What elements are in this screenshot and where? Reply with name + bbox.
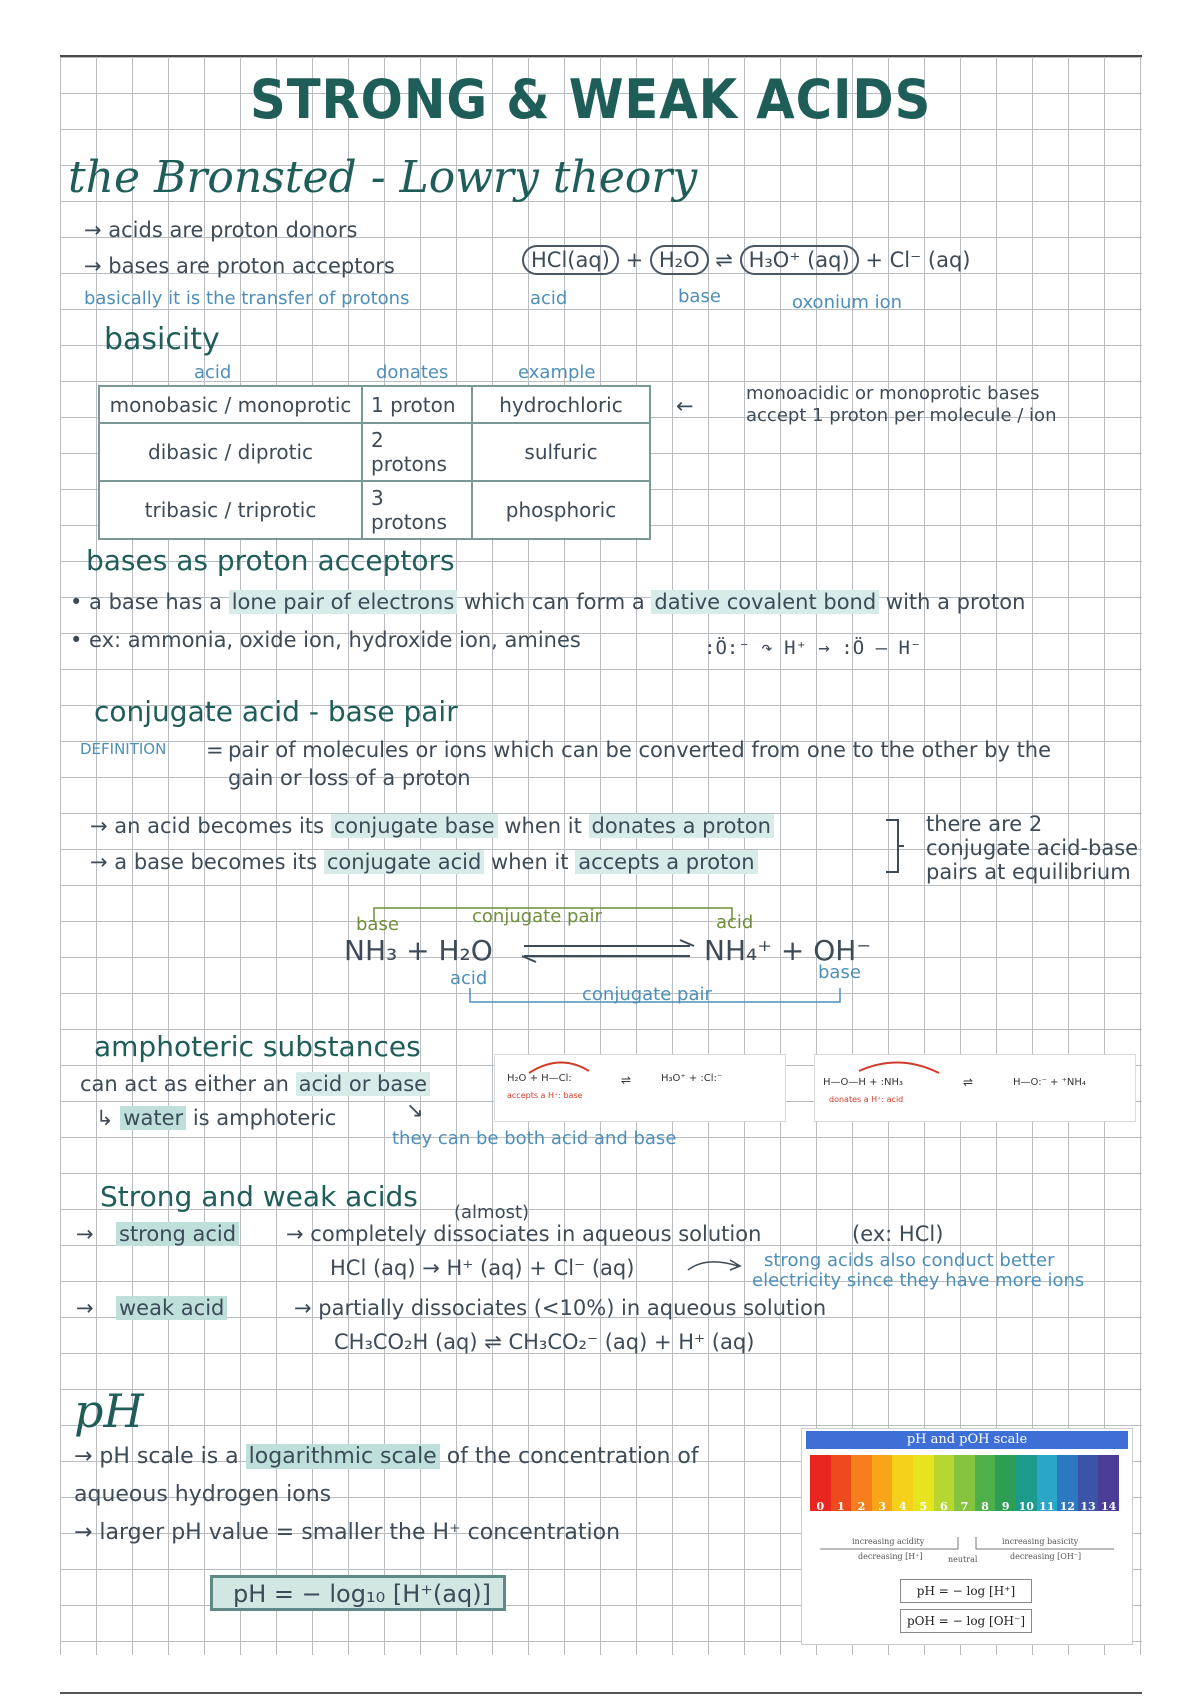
lone-pair-diagram: :Ö:⁻ ↷ H⁺ → :Ö — H⁻ [704,637,922,659]
table-row [99,481,650,539]
note-arrow [686,1254,746,1274]
chloride-term: + Cl⁻ (aq) [865,248,971,272]
diagram-arrow: ⇌ [621,1073,632,1087]
table-cell: 3 protons [362,481,472,539]
diagram-arrow: ⇌ [963,1075,974,1089]
ph-heading: pH [74,1384,144,1438]
text: can act as either an [80,1072,289,1096]
page-title: STRONG & WEAK ACIDS [250,68,932,131]
diagram-caption: donates a H⁺: acid [829,1095,904,1104]
weak-desc: → partially dissociates (<10%) in aqueous solution [294,1296,827,1320]
ph-cell-4: 4 [892,1455,913,1511]
col-header-acid: acid [194,362,232,383]
ph-cell-3: 3 [872,1455,893,1511]
label-acid: acid [530,288,568,309]
highlight: lone pair of electrons [229,590,458,614]
highlight: conjugate base [331,814,498,838]
highlight: conjugate acid [324,850,484,874]
definition-line-1: pair of molecules or ions which can be converted from one to the other by the [228,738,1052,762]
text: with a proton [885,590,1026,614]
bronsted-equation [522,248,971,272]
amphoteric-diagram-acid [814,1054,1136,1122]
ph-cell-12: 12 [1057,1455,1078,1511]
label-base-top: base [356,914,399,935]
label-increasing-basicity: increasing basicity [1002,1537,1079,1546]
strong-note-1: strong acids also conduct better [764,1250,1055,1271]
highlight: donates a proton [589,814,774,838]
bases-bullet-2: • ex: ammonia, oxide ion, hydroxide ion, amines [70,628,581,652]
weak-equation: CH₃CO₂H (aq) ⇌ CH₃CO₂⁻ (aq) + H⁺ (aq) [334,1330,755,1354]
strongweak-heading: Strong and weak acids [100,1180,418,1213]
strong-desc: → completely dissociates in aqueous solution [286,1222,762,1246]
ph-cell-10: 10 [1016,1455,1037,1511]
label-base-bottom: base [818,962,861,983]
definition-line-2: gain or loss of a proton [228,766,471,790]
text: → a base becomes its [90,850,318,874]
text: → an acid becomes its [90,814,325,838]
ph-cell-8: 8 [975,1455,996,1511]
h3o-oval: H₃O⁺ (aq) [740,245,859,275]
label-decreasing-oh: decreasing [OH⁻] [1010,1552,1082,1561]
col-header-example: example [518,362,596,383]
text: when it [491,850,569,874]
ph-formula: pH = − log₁₀ [H⁺(aq)] [210,1575,506,1611]
label-oxonium: oxonium ion [792,292,903,313]
plus-sign: + [625,248,644,272]
highlight: acid or base [296,1072,430,1096]
ph-cell-13: 13 [1078,1455,1099,1511]
label-acid-bottom: acid [450,968,488,989]
bronsted-line-3: basically it is the transfer of protons [84,288,410,309]
label-neutral: neutral [948,1555,978,1564]
bracket-mark [884,818,906,874]
equilibrium-arrow: ⇌ [715,248,733,272]
diagram-right: H—O:⁻ + ⁺NH₄ [1013,1077,1086,1088]
ph-cell-6: 6 [934,1455,955,1511]
highlight: logarithmic scale [246,1444,440,1469]
amphoteric-heading: amphoteric substances [94,1030,421,1063]
label-base: base [678,286,721,307]
text: → pH scale is a [74,1444,239,1469]
ph-scale-title: pH and pOH scale [806,1431,1128,1449]
table-cell: tribasic / triprotic [99,481,362,539]
diagram-caption: accepts a H⁺: base [507,1091,583,1100]
nh4-products: NH₄⁺ + OH⁻ [704,934,872,967]
bases-heading: bases as proton acceptors [86,544,455,577]
label-conjugate-pair-top: conjugate pair [472,906,602,927]
ph-scale-bar [810,1455,1124,1535]
bronsted-heading: the Bronsted - Lowry theory [68,152,698,203]
text: when it [504,814,582,838]
ph-cell-7: 7 [954,1455,975,1511]
col-header-donates: donates [376,362,449,383]
bronsted-line-2: → bases are proton acceptors [84,254,395,278]
text: ↳ [96,1106,114,1130]
ph-cell-1: 1 [831,1455,852,1511]
label-conjugate-pair-bottom: conjugate pair [582,984,712,1005]
amphoteric-arrow: ↘ [406,1098,424,1122]
basicity-heading: basicity [104,322,220,357]
hcl-oval: HCl(aq) [522,245,619,275]
bottom-rule [60,1692,1142,1694]
ph-cell-11: 11 [1037,1455,1058,1511]
table-row [99,423,650,481]
label-decreasing-h: decreasing [H⁺] [858,1552,923,1561]
table-cell: phosphoric [472,481,650,539]
curved-arrow [855,1059,945,1075]
diagram-left: H₂O + H—Cl: [507,1073,572,1084]
conjugate-arrow-1 [90,814,774,838]
ph-cell-9: 9 [995,1455,1016,1511]
definition-eq: = [206,738,224,762]
highlight: accepts a proton [575,850,757,874]
side-note-3: pairs at equilibrium [926,860,1131,884]
side-note-2: conjugate acid-base [926,836,1139,860]
ph-cell-5: 5 [913,1455,934,1511]
poh-equation-box: pOH = − log [OH⁻] [900,1609,1032,1633]
strong-equation: HCl (aq) → H⁺ (aq) + Cl⁻ (aq) [330,1256,635,1280]
table-cell: monobasic / monoprotic [99,386,362,423]
ph-scale-figure [801,1428,1133,1645]
amphoteric-line-2 [96,1106,336,1130]
table-cell: sulfuric [472,423,650,481]
ph-line-1 [74,1444,699,1469]
strong-arrow: → [76,1222,94,1246]
amphoteric-diagram-base [494,1054,786,1122]
conjugate-arrow-2 [90,850,758,874]
strong-example: (ex: HCl) [852,1222,944,1246]
text: is amphoteric [192,1106,337,1130]
side-note-1: there are 2 [926,812,1043,836]
table-cell: 2 protons [362,423,472,481]
ph-line-2: aqueous hydrogen ions [74,1482,332,1507]
weak-arrow: → [76,1296,94,1320]
table-cell: dibasic / diprotic [99,423,362,481]
almost-note: (almost) [454,1202,530,1223]
basicity-note-2: accept 1 proton per molecule / ion [746,405,1057,426]
basicity-table [98,385,651,540]
amphoteric-note: they can be both acid and base [392,1128,677,1149]
ph-line-3: → larger pH value = smaller the H⁺ concentration [74,1520,621,1545]
label-increasing-acidity: increasing acidity [852,1537,925,1546]
bronsted-line-1: → acids are proton donors [84,218,358,242]
text: which can form a [463,590,645,614]
text: • a base has a [70,590,223,614]
strong-note-2: electricity since they have more ions [752,1270,1085,1291]
label-acid-top: acid [716,912,754,933]
diagram-right: H₃O⁺ + :Cl:⁻ [661,1073,723,1084]
h2o-oval: H₂O [650,245,709,275]
conjugate-heading: conjugate acid - base pair [94,695,458,728]
table-row [99,386,650,423]
amphoteric-line-1 [80,1072,430,1096]
highlight: water [120,1106,186,1130]
ph-cell-14: 14 [1098,1455,1119,1511]
basicity-note-1: monoacidic or monoprotic bases [746,383,1040,404]
bases-bullet-1 [70,590,1025,614]
highlight: dative covalent bond [651,590,879,614]
text: of the concentration of [446,1444,699,1469]
basicity-arrow: ← [676,394,694,418]
nh3-reactants: NH₃ + H₂O [344,934,493,967]
table-cell: hydrochloric [472,386,650,423]
strong-label: strong acid [116,1222,239,1246]
ph-cell-0: 0 [810,1455,831,1511]
diagram-left: H—O—H + :NH₃ [823,1077,904,1088]
weak-label: weak acid [116,1296,227,1320]
ph-equation-box: pH = − log [H⁺] [900,1579,1032,1603]
table-cell: 1 proton [362,386,472,423]
definition-label: DEFINITION [80,740,167,758]
ph-cell-2: 2 [851,1455,872,1511]
